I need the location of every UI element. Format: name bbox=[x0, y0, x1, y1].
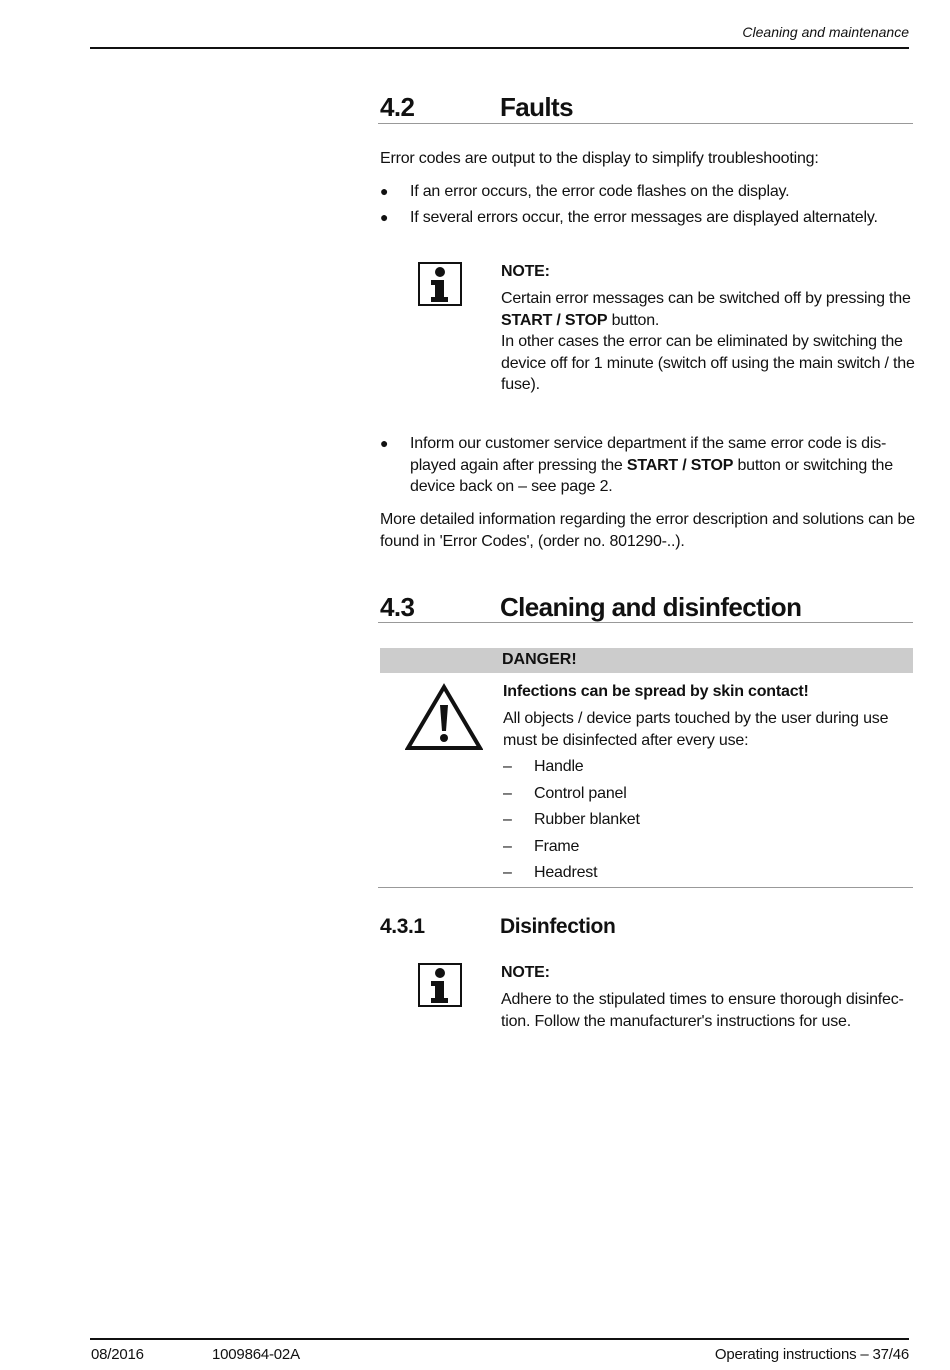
warning-triangle-icon bbox=[405, 683, 483, 751]
info-icon bbox=[418, 963, 462, 1007]
danger-label: DANGER! bbox=[502, 651, 577, 668]
list-item-label: Rubber blanket bbox=[534, 811, 640, 828]
note-text: fuse). bbox=[501, 376, 540, 393]
dash-marker: – bbox=[503, 864, 512, 881]
section-title: Cleaning and disinfection bbox=[500, 592, 802, 622]
bullet-item: Inform our customer service department if the same error code is dis- bbox=[410, 435, 887, 452]
list-item bbox=[503, 783, 803, 805]
dash-marker: – bbox=[503, 838, 512, 855]
danger-text: All objects / device parts touched by the user during use bbox=[503, 710, 889, 727]
note-label: NOTE: bbox=[501, 263, 550, 280]
list-item bbox=[503, 809, 803, 831]
dash-marker: – bbox=[503, 811, 512, 828]
bullet-text-fragment: button or switching the bbox=[733, 457, 893, 474]
danger-rule bbox=[378, 887, 913, 888]
note-text: Certain error messages can be switched off by pressing the bbox=[501, 290, 911, 307]
list-item-label: Headrest bbox=[534, 864, 598, 881]
section-rule bbox=[378, 123, 913, 124]
start-stop-label: START / STOP bbox=[501, 312, 608, 329]
list-item-label: Handle bbox=[534, 758, 584, 775]
note-label: NOTE: bbox=[501, 964, 550, 981]
bullet-text-fragment: played again after pressing the bbox=[410, 457, 627, 474]
section-number: 4.2 bbox=[380, 92, 415, 122]
bullet-item bbox=[410, 455, 893, 477]
running-head: Cleaning and maintenance bbox=[742, 24, 909, 40]
note-text-fragment: button. bbox=[607, 312, 660, 329]
bullet-item: device back on – see page 2. bbox=[410, 478, 613, 495]
section-rule bbox=[378, 622, 913, 623]
paragraph-text: More detailed information regarding the error description and solutions can be bbox=[380, 511, 915, 528]
info-icon bbox=[418, 262, 462, 306]
danger-banner bbox=[380, 648, 913, 673]
bullet-icon: ● bbox=[380, 183, 389, 199]
list-item-label: Frame bbox=[534, 838, 580, 855]
note-text: tion. Follow the manufacturer's instructions for use. bbox=[501, 1013, 851, 1030]
intro-text: Error codes are output to the display to simplify troubleshooting: bbox=[380, 150, 819, 167]
dash-marker: – bbox=[503, 785, 512, 802]
bullet-icon: ● bbox=[380, 209, 389, 225]
list-item bbox=[503, 836, 803, 858]
paragraph-text: found in 'Error Codes', (order no. 801290-..). bbox=[380, 533, 685, 550]
subsection-number: 4.3.1 bbox=[380, 915, 425, 938]
header-rule bbox=[90, 47, 909, 49]
start-stop-label: START / STOP bbox=[626, 457, 734, 474]
danger-headline: Infections can be spread by skin contact! bbox=[503, 683, 809, 700]
bullet-item: If several errors occur, the error messages are displayed alternately. bbox=[410, 209, 878, 226]
section-number: 4.3 bbox=[380, 592, 415, 622]
bullet-icon: ● bbox=[380, 435, 389, 451]
section-title: Faults bbox=[500, 92, 573, 122]
note-text: Adhere to the stipulated times to ensure thorough disinfec- bbox=[501, 991, 904, 1008]
list-item-label: Control panel bbox=[534, 785, 627, 802]
dash-marker: – bbox=[503, 758, 512, 775]
danger-text: must be disinfected after every use: bbox=[503, 732, 749, 749]
list-item bbox=[503, 756, 803, 778]
footer-page: Operating instructions – 37/46 bbox=[714, 1346, 909, 1363]
note-text: device off for 1 minute (switch off using the main switch / the bbox=[501, 355, 915, 372]
footer-doc-number: 1009864-02A bbox=[212, 1346, 300, 1363]
footer-rule bbox=[90, 1338, 909, 1340]
note-text bbox=[501, 310, 659, 332]
bullet-item: If an error occurs, the error code flashes on the display. bbox=[410, 183, 790, 200]
footer-date: 08/2016 bbox=[91, 1346, 144, 1363]
list-item bbox=[503, 862, 803, 884]
subsection-title: Disinfection bbox=[500, 915, 616, 938]
note-text: In other cases the error can be eliminated by switching the bbox=[501, 333, 903, 350]
